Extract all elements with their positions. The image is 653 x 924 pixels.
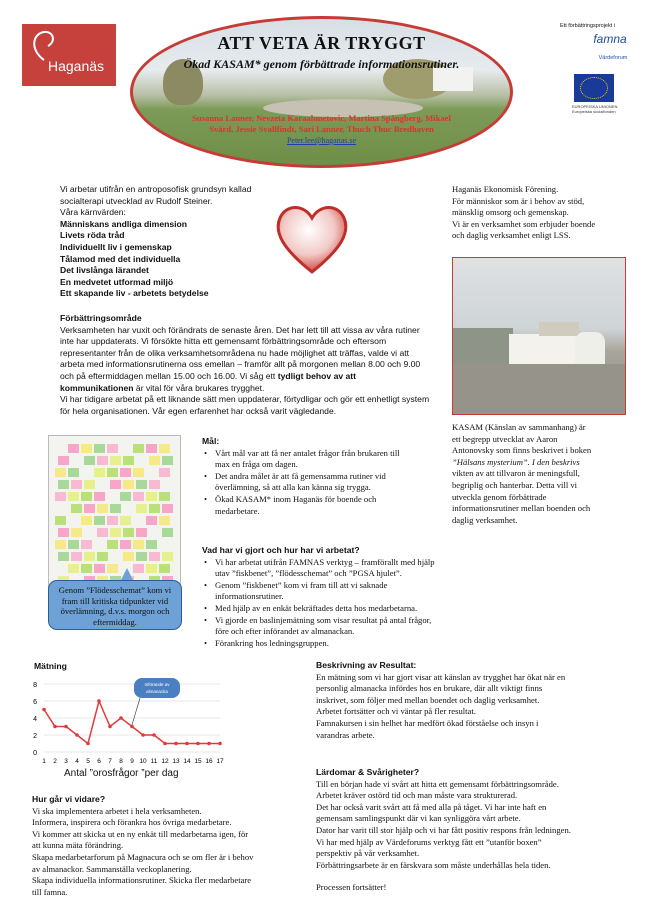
- core-value: Livets röda tråd: [60, 230, 125, 241]
- sticky-note: [55, 540, 66, 549]
- sticky-note: [55, 468, 66, 477]
- data-point: [218, 742, 222, 746]
- work-item: • Vi har arbetat utifrån FAMNAS verktyg – framförallt med hjälp utav ”fiskbenet”, ”flödesschemat” och ”PGSA hjulet”.: [202, 557, 447, 580]
- lessons-line: Dator har varit till stor hjälp och vi har fått positiv respons från ledningen.: [316, 824, 571, 835]
- kasam-line: informationsrutiner mellan boenden och: [452, 503, 591, 514]
- improvement-heading: Förbättringsområde: [60, 313, 142, 323]
- famna-logo: famna: [593, 32, 627, 46]
- famna-subtitle: Värdeforum: [598, 55, 628, 61]
- building-photo: [452, 257, 626, 415]
- improvement-line: Vi har tidigare arbetat på ett liknande sätt men uppdaterar, förtydligar och gör ett enhetligt system: [60, 394, 430, 405]
- sticky-note: [71, 552, 82, 561]
- sticky-note: [136, 552, 147, 561]
- improvement-line: [60, 371, 445, 383]
- logo-swirl-icon: [28, 28, 60, 62]
- work-item: • Förankring hos ledningsgruppen.: [202, 638, 447, 650]
- improvement-section: [60, 313, 445, 417]
- org-line: mänsklig omsorg och gemenskap.: [452, 207, 569, 218]
- data-point: [185, 742, 189, 746]
- core-value: Tålamod med det individuella: [60, 253, 181, 264]
- sticky-note: [133, 564, 144, 573]
- next-heading: Hur går vi vidare?: [32, 794, 106, 804]
- x-tick-label: 3: [64, 758, 68, 765]
- kasam-line: begriplig och hanterbar. Detta vill vi: [452, 479, 578, 490]
- sticky-note: [71, 504, 82, 513]
- sticky-note: [68, 564, 79, 573]
- org-line: och daglig verksamhet enligt LSS.: [452, 230, 571, 241]
- kasam-line: Antonovsky som finns beskrivet i boken: [452, 445, 592, 456]
- heart-icon: [272, 198, 352, 278]
- sticky-note: [120, 516, 131, 525]
- poster-subtitle: Ökad KASAM* genom förbättrade informationsrutiner.: [183, 57, 460, 71]
- improvement-emphasis: tydligt behov av att: [277, 370, 357, 381]
- y-tick-label: 2: [33, 733, 37, 740]
- sticky-note: [120, 468, 131, 477]
- kasam-line: KASAM (Känslan av sammanhang) är: [452, 422, 586, 432]
- sticky-note: [162, 504, 173, 513]
- y-tick-label: 0: [33, 750, 37, 757]
- sticky-note: [84, 504, 95, 513]
- sticky-note: [55, 516, 66, 525]
- results-line: inskrivet, som följer med mellan boendet och daglig verksamhet.: [316, 694, 540, 705]
- x-tick-label: 12: [161, 758, 169, 765]
- work-item: • Genom ”fiskbenet” kom vi fram till att vi saknade informationsrutiner.: [202, 580, 447, 603]
- sticky-note: [159, 444, 170, 453]
- next-line: av almanackor. Sammanställa veckoplanering.: [32, 863, 192, 874]
- sticky-note: [149, 552, 160, 561]
- sticky-note: [71, 480, 82, 489]
- data-point: [207, 742, 211, 746]
- lessons-section: [316, 767, 646, 894]
- sticky-note: [58, 456, 69, 465]
- core-value: Människans andliga dimension: [60, 218, 188, 229]
- data-point: [86, 742, 90, 746]
- series-line: [44, 701, 220, 744]
- lessons-line: Förbättringsarbete är en färskvara som måste underhållas hela tiden.: [316, 859, 551, 870]
- sticky-note: [149, 480, 160, 489]
- results-heading: Beskrivning av Resultat:: [316, 660, 417, 670]
- data-point: [152, 733, 156, 737]
- intro-line: Våra kärnvärden:: [60, 207, 126, 218]
- next-line: till famna.: [32, 886, 68, 897]
- project-label: Ett förbättringsprojekt i: [560, 23, 616, 29]
- goals-heading: Mål:: [202, 436, 220, 446]
- org-line: Vi är en verksamhet som erbjuder boende: [452, 218, 596, 229]
- sticky-note: [68, 468, 79, 477]
- sticky-note: [107, 564, 118, 573]
- sticky-note: [136, 504, 147, 513]
- sticky-note: [110, 504, 121, 513]
- kasam-line: ”Hälsans mysterium”. I den beskrivs: [452, 456, 580, 467]
- lessons-heading: Lärdomar & Svårigheter?: [316, 767, 420, 777]
- sticky-note: [123, 456, 134, 465]
- goal-item: • Ökad KASAM* inom Haganäs för boende och medarbetare.: [202, 494, 402, 517]
- sticky-note: [120, 492, 131, 501]
- sticky-note: [94, 444, 105, 453]
- sticky-note: [97, 552, 108, 561]
- chart-gridlines: [44, 684, 220, 752]
- sticky-note: [146, 564, 157, 573]
- kasam-line: utveckla genom förbättrade: [452, 491, 547, 502]
- data-point: [97, 699, 101, 703]
- improvement-line: arbeta med informationsrutinerna oss emellan – framför allt på morgonen mellan 8.00 och 9.00: [60, 359, 421, 370]
- intro-line: socialterapi utvecklad av Rudolf Steiner.: [60, 195, 213, 206]
- sticky-note: [136, 480, 147, 489]
- x-tick-label: 4: [75, 758, 79, 765]
- data-point: [119, 716, 123, 720]
- lessons-line: Vi har med hjälp av Värdeforums verktyg fått ett ”utanför boxen”: [316, 836, 542, 847]
- sticky-note: [110, 456, 121, 465]
- data-point: [108, 725, 112, 729]
- x-tick-label: 13: [172, 758, 180, 765]
- haganas-logo: [22, 24, 116, 86]
- sticky-note: [94, 468, 105, 477]
- lessons-line: perspektiv på vår verksamhet.: [316, 848, 420, 859]
- x-tick-label: 9: [130, 758, 134, 765]
- results-section: [316, 660, 636, 741]
- sticky-note: [68, 444, 79, 453]
- chart-x-ticks: [42, 758, 224, 765]
- results-line: Arbetet fortsätter och vi väntar på fler resultat.: [316, 706, 476, 717]
- work-item: • Vi gjorde en baslinjemätning som visar resultat på antal frågor, före och efter införandet av almanackan.: [202, 615, 447, 638]
- next-line: Skapa medarbetarforum på Magnacura och se om fler är i behov: [32, 851, 254, 862]
- lessons-line: Processen fortsätter!: [316, 882, 387, 893]
- improvement-line: inte har uppdaterats. Vi försökte hitta ett gemensamt förbättringsområde och eftersom: [60, 336, 387, 347]
- contact-email-link[interactable]: Peter.lee@haganas.se: [286, 136, 357, 145]
- improvement-text: är vital för våra brukares trygghet.: [133, 382, 265, 393]
- sticky-note: [81, 564, 92, 573]
- sticky-note: [162, 456, 173, 465]
- sticky-note: [71, 528, 82, 537]
- sticky-note: [94, 516, 105, 525]
- x-tick-label: 8: [119, 758, 123, 765]
- chart-caption: Antal ”orosfrågor ”per dag: [64, 768, 179, 779]
- work-heading: Vad har vi gjort och hur har vi arbetat?: [202, 545, 360, 555]
- annotation-text: Införande av: [144, 682, 170, 687]
- sticky-note: [81, 444, 92, 453]
- next-line: att kunna mäta förändring.: [32, 840, 124, 851]
- lessons-line: Arbetet kräver ostörd tid och man måste vara strukturerad.: [316, 790, 518, 801]
- y-tick-label: 6: [33, 699, 37, 706]
- eu-stars-icon: [580, 77, 608, 99]
- improvement-text: och på eftermiddagen mellan 15.00 och 16.00. Vi såg ett: [60, 370, 278, 381]
- sticky-note: [110, 528, 121, 537]
- data-point: [196, 742, 200, 746]
- sticky-note: [159, 516, 170, 525]
- sticky-note: [58, 552, 69, 561]
- sticky-note: [58, 528, 69, 537]
- sticky-note: [146, 444, 157, 453]
- data-point: [130, 725, 134, 729]
- kasam-line: ett begrepp utvecklat av Aaron: [452, 433, 558, 444]
- annotation-bubble: [134, 678, 180, 698]
- results-line: Famnakursen i sin helhet har medfört ökad förståelse och insyn i: [316, 717, 539, 728]
- logo-name: Haganäs: [48, 58, 105, 74]
- sticky-note: [146, 516, 157, 525]
- sticky-note: [159, 492, 170, 501]
- sticky-note: [84, 552, 95, 561]
- work-item: • Med hjälp av en enkät bekräftades detta hos medarbetarna.: [202, 603, 447, 615]
- sticky-note: [149, 456, 160, 465]
- next-line: Informera, inspirera och förankra hos övriga medarbetare.: [32, 817, 232, 828]
- x-tick-label: 7: [108, 758, 112, 765]
- sticky-note: [133, 444, 144, 453]
- sticky-note: [68, 492, 79, 501]
- org-line: Haganäs Ekonomisk Förening.: [452, 184, 559, 194]
- improvement-line: [60, 383, 445, 395]
- sticky-note: [123, 552, 134, 561]
- improvement-line: representanter från de olika verksamhetsområdena nu hade möjlighet att träffas, valde vi att: [60, 347, 410, 358]
- results-line: personlig almanacka infördes hos en brukare, där allt viktigt finns: [316, 683, 543, 694]
- sticky-note: [123, 480, 134, 489]
- core-value: Ett skapande liv - arbetets betydelse: [60, 288, 209, 299]
- core-value: En medvetet utformad miljö: [60, 276, 174, 287]
- sticky-note: [159, 564, 170, 573]
- authors-line: Svärd, Jessie Svallfindt, Sari Lanner, Thuch Thuc Bredhaven: [209, 124, 434, 134]
- intro-line: Vi arbetar utifrån en antroposofisk grundsyn kallad: [60, 184, 252, 194]
- kasam-line: vikten av att tillvaron är meningsfull,: [452, 468, 580, 479]
- intro-block: [60, 184, 280, 300]
- kasam-line: daglig verksamhet.: [452, 514, 518, 525]
- sticky-note: [84, 480, 95, 489]
- chart-y-ticks: [33, 682, 37, 757]
- sticky-note: [107, 468, 118, 477]
- x-tick-label: 6: [97, 758, 101, 765]
- work-section: [202, 545, 447, 649]
- sticky-note: [81, 492, 92, 501]
- annotation-text: almanacka: [146, 689, 168, 694]
- improvement-emphasis: kommunikationen: [60, 382, 134, 393]
- sticky-note: [120, 540, 131, 549]
- annotation-arrow: [132, 698, 140, 725]
- next-line: Vi ska implementera arbetet i hela verksamheten.: [32, 805, 202, 816]
- sticky-note: [97, 456, 108, 465]
- lessons-line: Till en början hade vi svårt att hitta ett gemensamt förbättringsområde.: [316, 778, 559, 789]
- sticky-note: [133, 492, 144, 501]
- sticky-note: [97, 504, 108, 513]
- sticky-note: [110, 480, 121, 489]
- data-point: [174, 742, 178, 746]
- sticky-note: [55, 492, 66, 501]
- x-tick-label: 16: [205, 758, 213, 765]
- data-point: [42, 708, 46, 712]
- data-point: [141, 733, 145, 737]
- sticky-note: [162, 528, 173, 537]
- x-tick-label: 17: [216, 758, 224, 765]
- org-line: För människor som är i behov av stöd,: [452, 195, 585, 206]
- sticky-note: [81, 516, 92, 525]
- data-point: [75, 733, 79, 737]
- goal-item: • Det andra målet är att få gemensamma rutiner vid överlämning, så att alla kan känna sig trygga.: [202, 471, 402, 494]
- next-line: Vi kommer att skicka ut en ny enkät till medarbetarna igen, för: [32, 828, 249, 839]
- chart-points: [42, 699, 222, 745]
- sticky-note: [107, 516, 118, 525]
- org-block: [452, 184, 642, 242]
- data-point: [163, 742, 167, 746]
- data-point: [53, 725, 57, 729]
- sticky-note: [94, 492, 105, 501]
- y-tick-label: 8: [33, 682, 37, 689]
- x-tick-label: 5: [86, 758, 90, 765]
- x-tick-label: 2: [53, 758, 57, 765]
- sticky-note: [107, 540, 118, 549]
- sticky-note: [146, 540, 157, 549]
- sticky-note: [162, 552, 173, 561]
- authors: [160, 113, 483, 135]
- goal-item: • Vårt mål var att få ner antalet frågor från brukaren till max en fråga om dagen.: [202, 448, 402, 471]
- x-tick-label: 10: [139, 758, 147, 765]
- sticky-note: [94, 564, 105, 573]
- improvement-line: för hela organisationen. Vår egen erfarenhet har också varit vägledande.: [60, 405, 337, 416]
- sticky-note: [136, 528, 147, 537]
- lessons-line: Det har också varit svårt att få med alla på tåget. Vi har inte haft en: [316, 801, 547, 812]
- x-tick-label: 14: [183, 758, 191, 765]
- sticky-note: [149, 504, 160, 513]
- sticky-note: [58, 480, 69, 489]
- sticky-note: [68, 540, 79, 549]
- x-tick-label: 1: [42, 758, 46, 765]
- results-line: varandras arbete.: [316, 729, 375, 740]
- sticky-note: [159, 468, 170, 477]
- sticky-note: [97, 528, 108, 537]
- lessons-line: gemensam samlingspunkt där vi kan synliggöra vårt arbete.: [316, 813, 521, 824]
- next-line: Skapa individuella informationsrutiner. Skicka fler medarbetare: [32, 875, 252, 886]
- sticky-note: [84, 456, 95, 465]
- sticky-note: [81, 540, 92, 549]
- core-value: Det livslånga lärandet: [60, 265, 149, 276]
- x-tick-label: 15: [194, 758, 202, 765]
- goals-section: [202, 436, 402, 517]
- core-value: Individuellt liv i gemenskap: [60, 241, 172, 252]
- results-line: En mätning som vi har gjort visar att känslan av trygghet har ökat när en: [316, 671, 566, 682]
- sticky-note: [123, 528, 134, 537]
- sticky-note: [146, 492, 157, 501]
- eu-label: EUROPEISKA UNIONEN Europeiska socialfonden: [572, 104, 618, 114]
- poster-title: ATT VETA ÄR TRYGGT: [217, 33, 426, 53]
- data-point: [64, 725, 68, 729]
- y-tick-label: 4: [33, 716, 37, 723]
- kasam-block: [452, 422, 632, 526]
- measurement-heading: Mätning: [34, 661, 67, 671]
- sticky-notes-photo: [48, 435, 181, 592]
- sticky-note: [133, 540, 144, 549]
- sticky-note: [133, 468, 144, 477]
- flowchart-callout: Genom ”Flödesschemat” kom vi fram till kritiska tidpunkter vid överlämning, d.v.s. morgon och eftermiddag.: [48, 580, 182, 630]
- authors-line: Susanna Lanner, Nevzeta Karaahmetovic, Martina Spångberg, Mikael: [192, 113, 451, 123]
- improvement-line: Verksamheten har vuxit och förändrats de senaste åren. Det har lett till att vissa av våra rutiner: [60, 324, 420, 335]
- line-chart: [28, 668, 228, 778]
- sticky-note: [107, 444, 118, 453]
- next-steps-section: [32, 794, 302, 898]
- x-tick-label: 11: [150, 758, 158, 765]
